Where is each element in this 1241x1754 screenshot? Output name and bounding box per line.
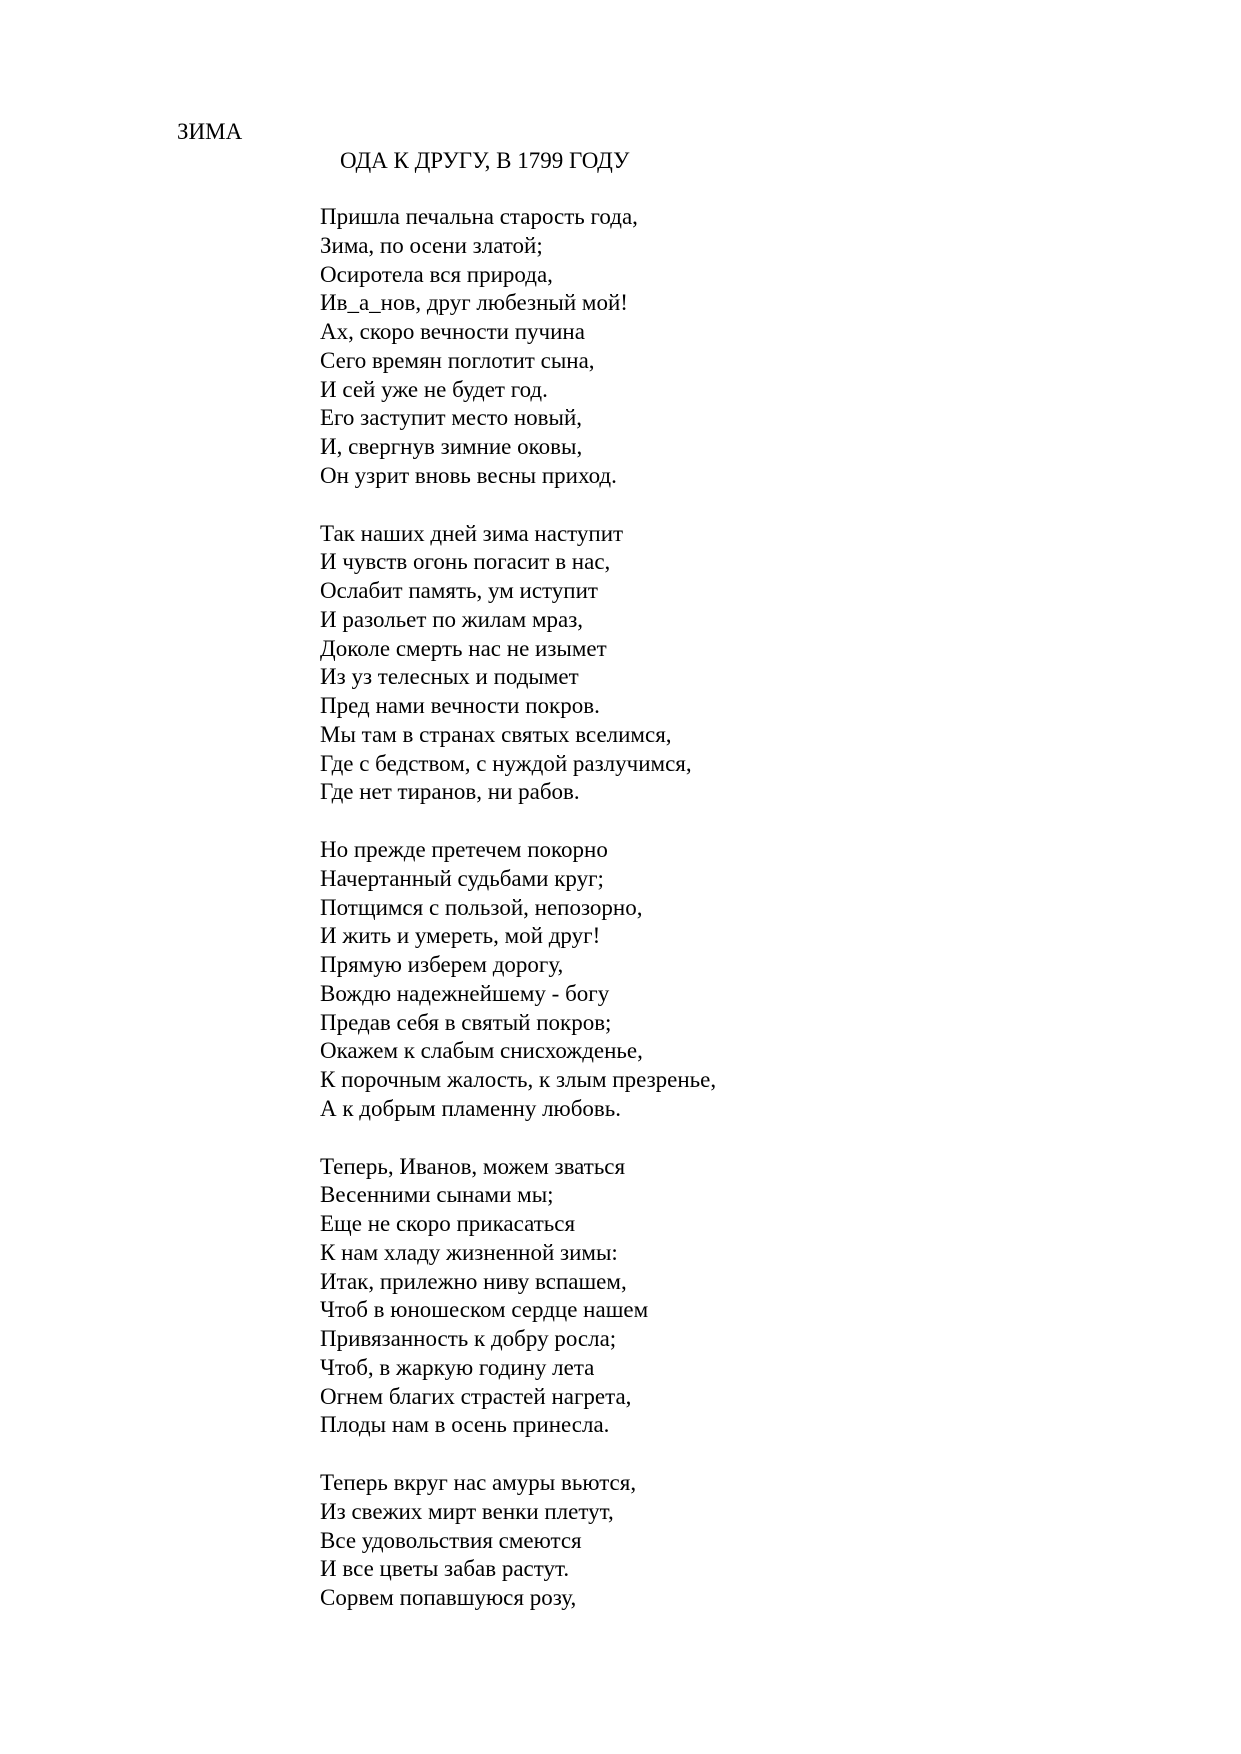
poem-line: Привязанность к добру росла;: [320, 1326, 617, 1351]
poem-line: Сего времян поглотит сына,: [320, 347, 595, 373]
poem-line: Начертанный судьбами круг;: [320, 865, 604, 891]
poem-line: Он узрит вновь весны приход.: [320, 462, 617, 488]
poem-line: Окажем к слабым снисхожденье,: [320, 1038, 643, 1064]
poem-line: Весенними сынами мы;: [320, 1182, 554, 1208]
stanza: [320, 836, 1200, 1124]
poem-line: Ослабит память, ум иступит: [320, 578, 598, 603]
poem-line: Прямую изберем дорогу,: [320, 952, 564, 977]
poem-line: Плоды нам в осень принесла.: [320, 1412, 610, 1438]
poem-line: Вождю надежнейшему - богу: [320, 980, 610, 1006]
poem-line: Где нет тиранов, ни рабов.: [320, 779, 580, 805]
poem-line: Еще не скоро прикасаться: [320, 1211, 576, 1236]
poem-line: К порочным жалость, к злым презренье,: [320, 1067, 717, 1092]
poem-line: Из уз телесных и подымет: [320, 664, 579, 690]
poem-line: Ах, скоро вечности пучина: [320, 319, 585, 344]
poem-line: Его заступит место новый,: [320, 405, 583, 431]
poem-line: Предав себя в святый покров;: [320, 1009, 612, 1035]
poem-line: Теперь вкруг нас амуры вьются,: [320, 1470, 637, 1495]
stanza: [320, 520, 1200, 808]
poem-line: И жить и умереть, мой друг!: [320, 923, 601, 949]
poem-line: И сей уже не будет год.: [320, 376, 548, 402]
poem-line: А к добрым пламенну любовь.: [320, 1095, 622, 1121]
stanza: [320, 1469, 1200, 1613]
poem-line: Пришла печальна старость года,: [320, 204, 638, 229]
poem-line: И, свергнув зимние оковы,: [320, 434, 583, 459]
poem-line: Но прежде претечем покорно: [320, 837, 608, 862]
poem-line: К нам хладу жизненной зимы:: [320, 1239, 618, 1265]
poem-line: Доколе смерть нас не изымет: [320, 635, 607, 661]
poem-line: Сорвем попавшуюся розу,: [320, 1585, 577, 1610]
poem-line: Ив_а_нов, друг любезный мой!: [320, 290, 628, 316]
poem-line: Пред нами вечности покров.: [320, 693, 600, 718]
poem-line: Мы там в странах святых вселимся,: [320, 721, 672, 747]
poem-line: Осиротела вся природа,: [320, 261, 553, 287]
poem-line: Потщимся с пользой, непозорно,: [320, 894, 643, 920]
poem-body: [320, 203, 1200, 1642]
poem-line: И все цветы забав растут.: [320, 1556, 570, 1582]
poem-line: Итак, прилежно ниву вспашем,: [320, 1268, 627, 1294]
poem-line: Из свежих мирт венки плетут,: [320, 1498, 614, 1524]
stanza: [320, 1153, 1200, 1441]
poem-line: Все удовольствия смеются: [320, 1527, 582, 1553]
poem-line: Так наших дней зима наступит: [320, 520, 624, 546]
poem-line: Чтоб, в жаркую годину лета: [320, 1354, 595, 1380]
poem-line: И разольет по жилам мраз,: [320, 606, 584, 632]
poem-line: Чтоб в юношеском сердце нашем: [320, 1297, 649, 1323]
poem-line: Зима, по осени златой;: [320, 232, 543, 258]
poem-line: Огнем благих страстей нагрета,: [320, 1383, 632, 1409]
poem-title: ОДА К ДРУГУ, В 1799 ГОДУ: [340, 148, 630, 173]
section-heading: ЗИМА: [177, 119, 243, 144]
stanza: [320, 203, 1200, 491]
poem-line: Где с бедством, с нуждой разлучимся,: [320, 750, 692, 776]
poem-line: И чувств огонь погасит в нас,: [320, 549, 611, 575]
poem-line: Теперь, Иванов, можем зваться: [320, 1153, 626, 1179]
